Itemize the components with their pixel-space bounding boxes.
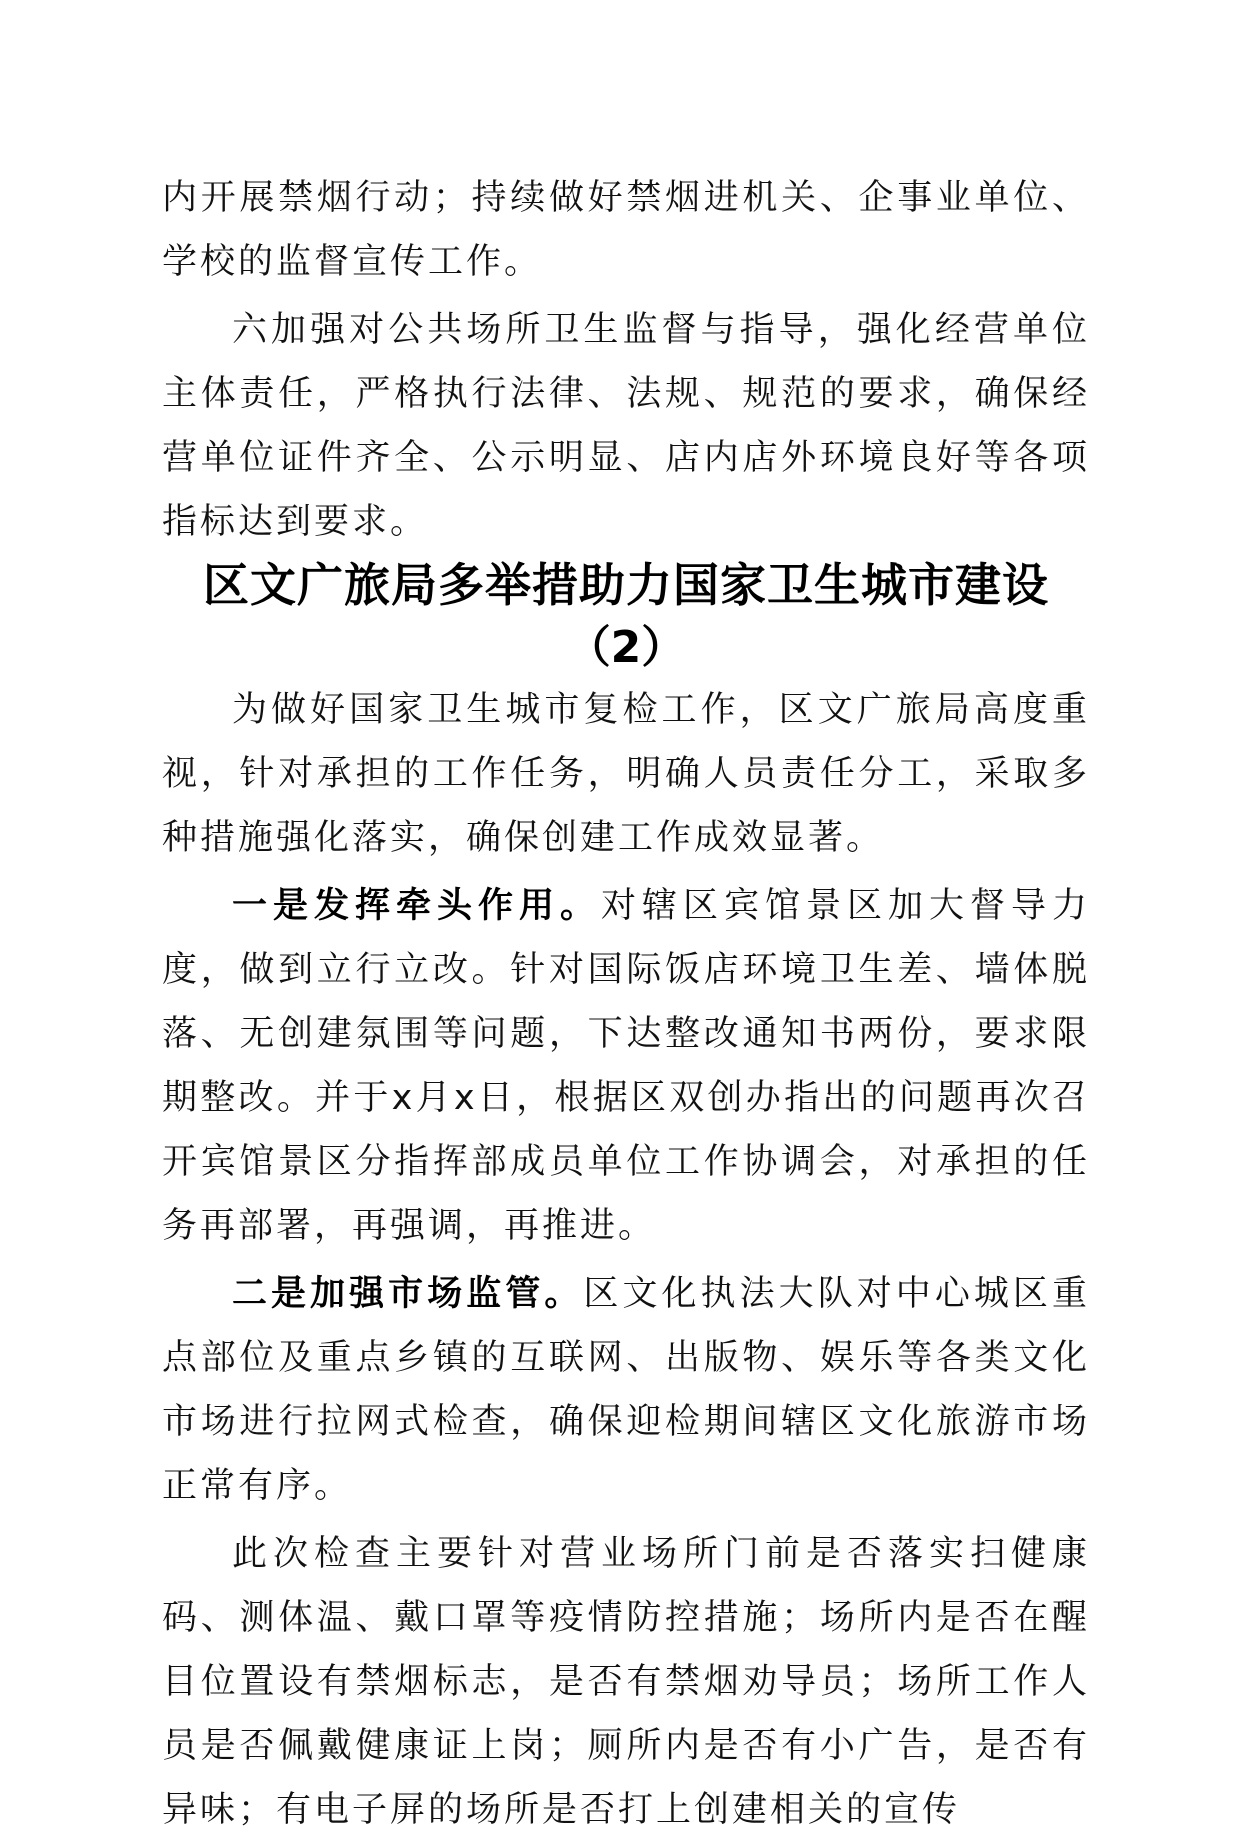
point-two-text: 区文化执法大队对中心城区重点部位及重点乡镇的互联网、出版物、娱乐等各类文化市场进行拉网式检查，确保迎检期间辖区文化旅游市场正常有序。 [162, 1274, 1090, 1506]
intro-paragraph: 为做好国家卫生城市复检工作，区文广旅局高度重视，针对承担的工作任务，明确人员责任分工，采取多种措施强化落实，确保创建工作成效显著。 [162, 690, 1090, 858]
continued-paragraph: 内开展禁烟行动；持续做好禁烟进机关、企事业单位、学校的监督宣传工作。 [162, 178, 1090, 282]
point-one-paragraph [162, 874, 1090, 1258]
point-one-text: 对辖区宾馆景区加大督导力度，做到立行立改。针对国际饭店环境卫生差、墙体脱落、无创建氛围等问题，下达整改通知书两份，要求限期整改。并于x月x日，根据区双创办指出的问题再次召开宾馆景区分指挥部成员单位工作协调会，对承担的任务再部署，再强调，再推进。 [162, 886, 1090, 1246]
document-page [162, 166, 1090, 1842]
point-one-lead: 一是发挥牵头作用。 [232, 886, 601, 926]
point-two-paragraph [162, 1262, 1090, 1518]
section-six-paragraph: 六加强对公共场所卫生监督与指导，强化经营单位主体责任，严格执行法律、法规、规范的要求，确保经营单位证件齐全、公示明显、店内店外环境良好等各项指标达到要求。 [162, 310, 1090, 542]
inspection-paragraph: 此次检查主要针对营业场所门前是否落实扫健康码、测体温、戴口罩等疫情防控措施；场所内是否在醒目位置设有禁烟标志，是否有禁烟劝导员；场所工作人员是否佩戴健康证上岗；厕所内是否有小广告，是否有异味；有电子屏的场所是否打上创建相关的宣传 [162, 1534, 1090, 1830]
point-two-lead: 二是加强市场监管。 [232, 1274, 584, 1314]
article-title-number: （2） [566, 622, 686, 673]
article-title: 区文广旅局多举措助力国家卫生城市建设 [203, 558, 1049, 612]
